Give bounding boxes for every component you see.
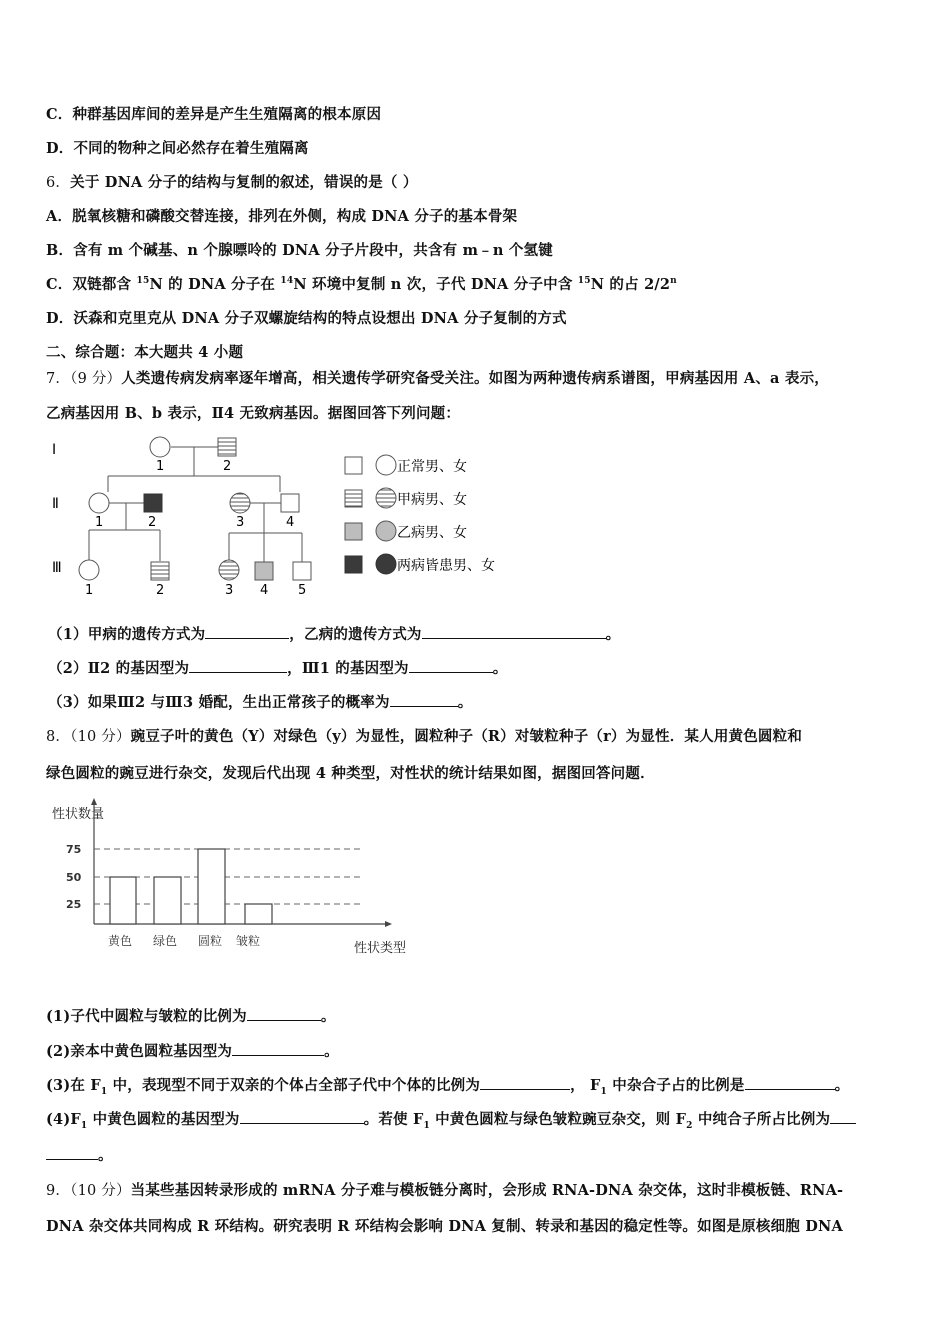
individual-III1-normal-female: [79, 560, 99, 580]
legend-label: 正常男、女: [397, 459, 467, 475]
sub-question-text: （1）甲病的遗传方式为: [48, 626, 206, 643]
x-tick-label: 皱粒: [236, 934, 261, 948]
legend-label: 两病皆患男、女: [397, 558, 495, 574]
x-axis-arrow-icon: [385, 921, 392, 927]
individual-number: 2: [148, 515, 157, 530]
q7-stem-line2: 乙病基因用 B、b 表示，Ⅱ4 无致病基因。据图回答下列问题：: [46, 405, 461, 422]
option-text-part: N 的占 2/2: [590, 276, 671, 293]
answer-blank[interactable]: [409, 660, 493, 673]
q7-sub3: [48, 691, 472, 712]
q6-stem: [46, 171, 418, 192]
individual-I1-normal-female: [150, 437, 170, 457]
option-text: 沃森和克里克从 DNA 分子双螺旋结构的特点设想出 DNA 分子复制的方式: [73, 310, 567, 327]
superscript: n: [670, 276, 677, 287]
q6-option-a: [46, 205, 517, 226]
bar-yellow: [110, 877, 136, 924]
option-text-part: N 的 DNA 分子在: [149, 276, 281, 293]
q8-stem-line2: 绿色圆粒的豌豆进行杂交，发现后代出现 4 种类型，对性状的统计结果如图，据图回答问题．: [46, 765, 655, 782]
q8-sub3: [46, 1074, 849, 1095]
q6-option-d: [46, 307, 567, 328]
answer-blank[interactable]: [232, 1043, 324, 1056]
x-tick-label: 黄色: [108, 934, 133, 948]
y-tick-label: 75: [66, 843, 82, 856]
sub-question-text: （3）如果Ⅲ2 与Ⅲ3 婚配，生出正常孩子的概率为: [48, 694, 390, 711]
question-score: （10 分）: [70, 1183, 131, 1199]
sub-question-text: ， F: [570, 1077, 601, 1094]
punctuation: 。: [457, 694, 473, 711]
sub-question-text: （2）Ⅱ2 的基因型为: [48, 660, 190, 677]
subscript: 1: [80, 1120, 88, 1131]
punctuation: 。: [605, 626, 621, 643]
individual-number: 3: [236, 515, 245, 530]
option-text: 脱氧核糖和磷酸交替连接，排列在外侧，构成 DNA 分子的基本骨架: [72, 208, 518, 225]
pedigree-legend: [345, 455, 495, 574]
option-letter: C．: [46, 106, 73, 123]
sub-question-text: 中黄色圆粒的基因型为: [87, 1111, 240, 1128]
individual-III2-jia-male: [151, 562, 169, 580]
question-stem: 人类遗传病发病率逐年增高，相关遗传学研究备受关注。如图为两种遗传病系谱图，甲病基因用 A、a 表示，: [121, 370, 829, 387]
answer-blank[interactable]: [422, 626, 606, 639]
sub-question-text: 。若使 F: [363, 1111, 424, 1128]
generation-label-1: Ⅰ: [52, 442, 57, 458]
option-text: 含有 m 个碱基、n 个腺嘌呤的 DNA 分子片段中，共含有 m﹣n 个氢键: [73, 242, 553, 259]
bar-round: [198, 849, 225, 924]
x-tick-label: 绿色: [153, 934, 178, 948]
individual-II4-normal-male: [281, 494, 299, 512]
question-stem: 豌豆子叶的黄色（Y）对绿色（y）为显性，圆粒种子（R）对皱粒种子（r）为显性．某人用黄色圆粒和: [130, 728, 803, 745]
sub-question-text: 中纯合子所占比例为: [692, 1111, 831, 1128]
q9-stem-line2: DNA 杂交体共同构成 R 环结构。研究表明 R 环结构会影响 DNA 复制、转录和基因的稳定性等。如图是原核细胞 DNA: [46, 1218, 843, 1235]
pedigree-lines: [89, 447, 302, 566]
x-axis-label: 性状类型: [354, 941, 407, 956]
individual-III4-yi-male: [255, 562, 273, 580]
q7-sub2: [48, 657, 507, 678]
sub-question-text: (4)F: [46, 1111, 81, 1128]
question-number: 9．: [46, 1183, 71, 1199]
question-score: （9 分）: [70, 371, 122, 387]
legend-normal-male-icon: [345, 457, 362, 474]
answer-blank[interactable]: [480, 1077, 570, 1090]
punctuation: 。: [324, 1043, 339, 1060]
question-stem: 关于 DNA 分子的结构与复制的叙述，错误的是（ ）: [70, 174, 418, 191]
punctuation: 。: [834, 1077, 850, 1094]
answer-blank[interactable]: [830, 1111, 856, 1124]
sub-question-text: 中杂合子占的比例是: [607, 1077, 745, 1094]
question-number: 7．: [46, 371, 71, 387]
sub-question-text: ，乙病的遗传方式为: [289, 626, 422, 643]
q5-option-c: [46, 103, 381, 124]
q7-sub1: [48, 623, 620, 644]
individual-number: 1: [156, 459, 165, 474]
q8-sub2: [46, 1040, 339, 1061]
legend-both-male-icon: [345, 556, 362, 573]
answer-blank[interactable]: [745, 1077, 835, 1090]
q8-sub4: [46, 1108, 856, 1129]
legend-both-female-icon: [376, 554, 396, 574]
individual-number: 3: [225, 583, 234, 598]
individual-number: 2: [223, 459, 232, 474]
superscript: 15: [136, 276, 150, 287]
bar-wrinkled: [245, 904, 272, 924]
legend-yi-male-icon: [345, 523, 362, 540]
sub-question-text: (3)在 F: [46, 1077, 101, 1094]
option-text: 不同的物种之间必然存在着生殖隔离: [73, 140, 309, 157]
individual-number: 1: [85, 583, 94, 598]
individual-II3-jia-female: [230, 493, 250, 513]
section-title: 二、综合题：本大题共 4 小题: [46, 344, 244, 361]
q9-stem-line1: [46, 1179, 843, 1200]
individual-number: 5: [298, 583, 307, 598]
legend-label: 乙病男、女: [397, 525, 467, 541]
subscript: 2: [686, 1120, 693, 1131]
subscript: 1: [100, 1086, 108, 1097]
q8-sub1: [46, 1005, 336, 1026]
option-text-part: N 环境中复制 n 次，子代 DNA 分子中含: [293, 276, 578, 293]
option-text-part: 双链都含: [72, 276, 137, 293]
generation-label-3: Ⅲ: [52, 560, 62, 576]
x-tick-label: 圆粒: [198, 934, 223, 948]
answer-blank[interactable]: [240, 1111, 364, 1124]
y-tick-label: 50: [66, 871, 82, 884]
bar-green: [154, 877, 181, 924]
q6-option-b: [46, 239, 553, 260]
individual-III3-jia-female: [219, 560, 239, 580]
legend-normal-female-icon: [376, 455, 396, 475]
y-axis-arrow-icon: [91, 798, 97, 805]
y-axis-label: 性状数量: [52, 807, 105, 822]
question-stem: 当某些基因转录形成的 mRNA 分子难与模板链分离时，会形成 RNA-DNA 杂交体，这时非模板链、RNA-: [130, 1182, 844, 1199]
sub-question-text: ，Ⅲ1 的基因型为: [287, 660, 409, 677]
superscript: 14: [280, 276, 294, 287]
option-letter: C．: [46, 276, 73, 293]
sub-question-text: 中黄色圆粒与绿色皱粒豌豆杂交，则 F: [429, 1111, 687, 1128]
option-letter: B．: [46, 242, 74, 259]
individual-III5-normal-male: [293, 562, 311, 580]
question-score: （10 分）: [70, 729, 131, 745]
answer-blank[interactable]: [205, 626, 289, 639]
option-letter: D．: [46, 140, 74, 157]
pedigree-diagram: [46, 432, 526, 602]
generation-label-2: Ⅱ: [52, 496, 59, 512]
superscript: 15: [577, 276, 591, 287]
individual-II1-normal-female: [89, 493, 109, 513]
q7-stem-line1: [46, 367, 829, 388]
punctuation: 。: [320, 1008, 336, 1025]
legend-label: 甲病男、女: [397, 492, 467, 508]
option-letter: A．: [46, 208, 73, 225]
individual-II2-both-male: [144, 494, 162, 512]
subscript: 1: [423, 1120, 430, 1131]
individual-number: 2: [156, 583, 165, 598]
sub-question-text: 中，表现型不同于双亲的个体占全部子代中个体的比例为: [107, 1077, 481, 1094]
individual-number: 1: [95, 515, 104, 530]
individual-number: 4: [286, 515, 295, 530]
answer-blank[interactable]: [247, 1008, 321, 1021]
question-number: 8．: [46, 729, 71, 745]
option-letter: D．: [46, 310, 74, 327]
q8-sub4-cont: [46, 1144, 113, 1165]
sub-question-text: (1)子代中圆粒与皱粒的比例为: [46, 1008, 247, 1025]
q5-option-d: [46, 137, 309, 158]
punctuation: 。: [492, 660, 508, 677]
option-text: 种群基因库间的差异是产生生殖隔离的根本原因: [72, 106, 382, 123]
trait-bar-chart: [46, 796, 426, 961]
individual-number: 4: [260, 583, 269, 598]
individual-I2-jia-male: [218, 438, 236, 456]
q8-stem-line1: [46, 725, 802, 746]
sub-question-text: (2)亲本中黄色圆粒基因型为: [46, 1043, 233, 1060]
punctuation: 。: [98, 1147, 113, 1164]
question-number: 6．: [46, 175, 71, 191]
q6-option-c: [46, 273, 677, 294]
answer-blank[interactable]: [390, 694, 458, 707]
subscript: 1: [600, 1086, 607, 1097]
legend-jia-male-icon: [345, 490, 362, 507]
legend-jia-female-icon: [376, 488, 396, 508]
answer-blank-continued[interactable]: [46, 1147, 98, 1160]
y-tick-label: 25: [66, 898, 82, 911]
legend-yi-female-icon: [376, 521, 396, 541]
answer-blank[interactable]: [189, 660, 287, 673]
